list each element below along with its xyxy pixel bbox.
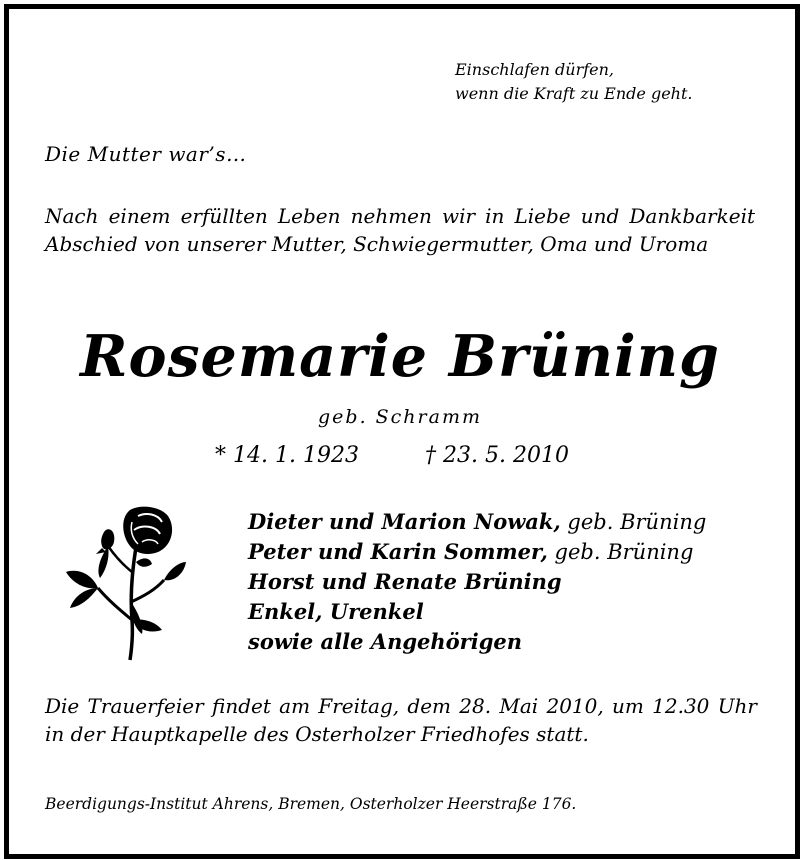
mourner-line: Dieter und Marion Nowak, geb. Brüning [248, 509, 707, 534]
death-date: † 23. 5. 2010 [425, 443, 569, 468]
mourners-list [248, 507, 706, 657]
birth-date: * 14. 1. 1923 [215, 443, 359, 468]
mourner-line: sowie alle Angehörigen [248, 629, 523, 654]
intro-line: Die Mutter war’s… [45, 142, 247, 166]
life-dates [215, 443, 569, 468]
intro-text: Nach einem erfüllten Leben nehmen wir in Liebe und Dankbarkeit Abschied von unserer Mutter, Schwiegermutter, Oma und Uroma [45, 204, 755, 256]
motto-line-2: wenn die Kraft zu Ende geht. [455, 84, 693, 103]
mourner-line: Enkel, Urenkel [248, 599, 424, 624]
mourner-line: Peter und Karin Sommer, geb. Brüning [248, 539, 694, 564]
motto-line-1: Einschlafen dürfen, [455, 60, 614, 79]
mourner-line: Horst und Renate Brüning [248, 569, 562, 594]
undertaker-line: Beerdigungs-Institut Ahrens, Bremen, Osterholzer Heerstraße 176. [45, 795, 577, 813]
deceased-name: Rosemarie Brüning [80, 323, 720, 390]
rose-icon [60, 502, 190, 662]
maiden-name: geb. Schramm [318, 406, 482, 428]
motto [455, 58, 692, 106]
ceremony-notice: Die Trauerfeier findet am Freitag, dem 28. Mai 2010, um 12.30 Uhr in der Hauptkapelle des Osterholzer Friedhofes statt. [45, 694, 757, 746]
